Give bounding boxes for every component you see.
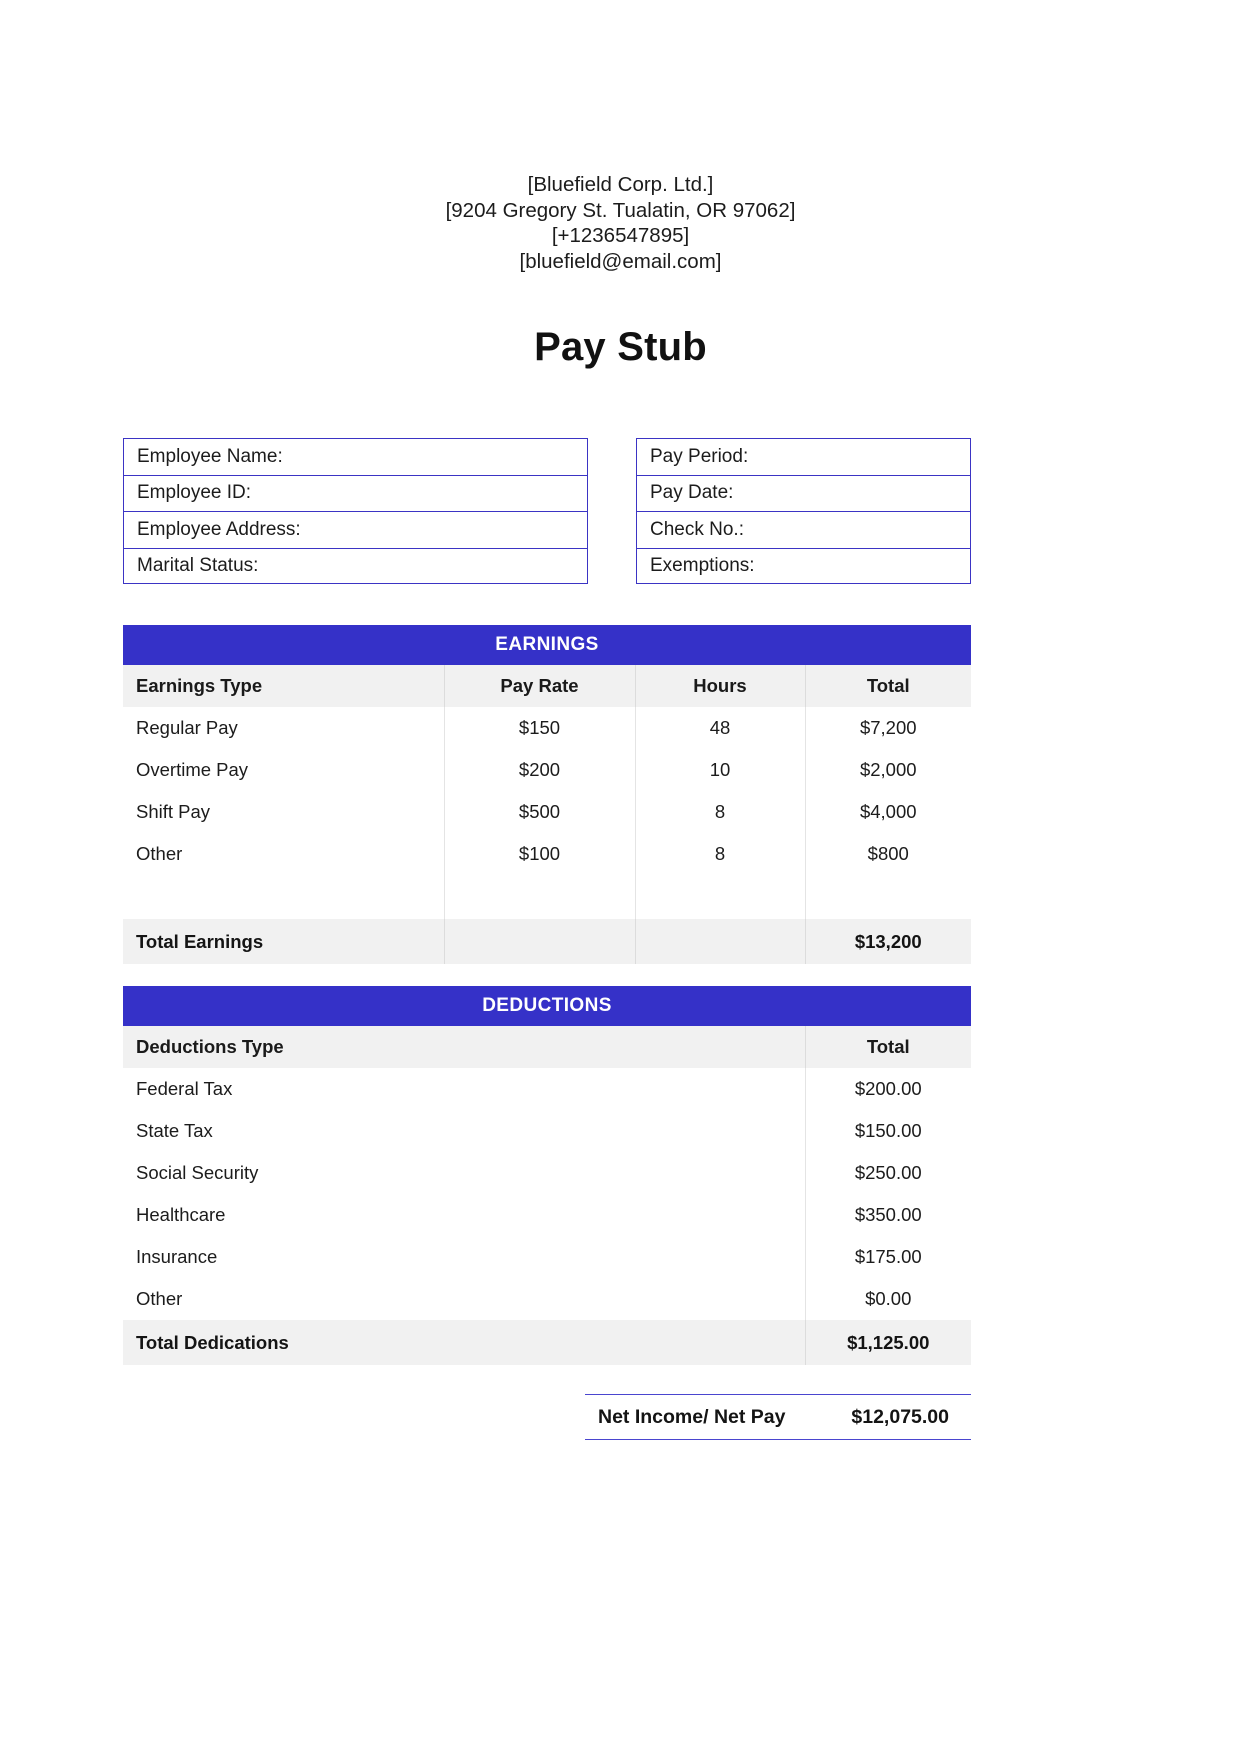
total-earnings-value: $13,200 bbox=[805, 919, 971, 964]
deduction-total-cell: $250.00 bbox=[805, 1152, 971, 1194]
marital-status-label: Marital Status: bbox=[137, 554, 259, 576]
earnings-col-hours: Hours bbox=[635, 665, 805, 707]
table-row bbox=[123, 833, 971, 875]
deduction-total-cell: $150.00 bbox=[805, 1110, 971, 1152]
net-pay-row bbox=[585, 1394, 971, 1440]
earnings-hours-cell: 8 bbox=[635, 791, 805, 833]
earnings-type-cell: Other bbox=[123, 833, 444, 875]
deduction-total-cell: $200.00 bbox=[805, 1068, 971, 1110]
company-name: [Bluefield Corp. Ltd.] bbox=[527, 173, 714, 196]
spacer-cell bbox=[635, 875, 805, 919]
earnings-spacer-row bbox=[123, 875, 971, 919]
total-earnings-blank-hours bbox=[635, 919, 805, 964]
earnings-hours-cell: 8 bbox=[635, 833, 805, 875]
deduction-total-cell: $175.00 bbox=[805, 1236, 971, 1278]
earnings-header-row bbox=[123, 665, 971, 707]
earnings-type-cell: Shift Pay bbox=[123, 791, 444, 833]
table-row bbox=[123, 1194, 971, 1236]
earnings-type-cell: Overtime Pay bbox=[123, 749, 444, 791]
deduction-total-cell: $0.00 bbox=[805, 1278, 971, 1320]
exemptions-label: Exemptions: bbox=[650, 554, 755, 576]
pay-date-row[interactable] bbox=[636, 475, 971, 512]
pay-period-row[interactable] bbox=[636, 438, 971, 475]
deductions-band-row bbox=[123, 986, 971, 1026]
company-email: [bluefield@email.com] bbox=[519, 249, 722, 273]
spacer-cell bbox=[805, 875, 971, 919]
check-no-label: Check No.: bbox=[650, 518, 744, 540]
deduction-type-cell: State Tax bbox=[123, 1110, 805, 1152]
table-row bbox=[123, 1278, 971, 1320]
deduction-type-cell: Healthcare bbox=[123, 1194, 805, 1236]
employee-id-row[interactable] bbox=[123, 475, 588, 512]
pay-info-box bbox=[636, 438, 971, 584]
deduction-type-cell: Other bbox=[123, 1278, 805, 1320]
check-no-row[interactable] bbox=[636, 511, 971, 548]
pay-date-label: Pay Date: bbox=[650, 482, 734, 504]
marital-status-row[interactable] bbox=[123, 548, 588, 585]
earnings-total-cell: $4,000 bbox=[805, 791, 971, 833]
page-title: Pay Stub bbox=[534, 325, 707, 369]
company-header bbox=[0, 172, 1241, 274]
table-row bbox=[123, 1110, 971, 1152]
earnings-col-rate: Pay Rate bbox=[444, 665, 635, 707]
table-row bbox=[123, 1068, 971, 1110]
spacer-cell bbox=[123, 875, 444, 919]
deduction-type-cell: Federal Tax bbox=[123, 1068, 805, 1110]
earnings-col-type: Earnings Type bbox=[123, 665, 444, 707]
employee-name-row[interactable] bbox=[123, 438, 588, 475]
earnings-rate-cell: $500 bbox=[444, 791, 635, 833]
deduction-type-cell: Social Security bbox=[123, 1152, 805, 1194]
deduction-total-cell: $350.00 bbox=[805, 1194, 971, 1236]
table-row bbox=[123, 749, 971, 791]
employee-address-label: Employee Address: bbox=[137, 518, 301, 540]
net-pay-label: Net Income/ Net Pay bbox=[598, 1405, 786, 1428]
earnings-type-cell: Regular Pay bbox=[123, 707, 444, 749]
earnings-col-total: Total bbox=[805, 665, 971, 707]
total-deductions-value: $1,125.00 bbox=[805, 1320, 971, 1365]
total-earnings-row bbox=[123, 919, 971, 964]
deductions-table bbox=[123, 986, 971, 1365]
table-row bbox=[123, 1236, 971, 1278]
total-deductions-label: Total Dedications bbox=[123, 1320, 805, 1365]
earnings-total-cell: $7,200 bbox=[805, 707, 971, 749]
employee-address-row[interactable] bbox=[123, 511, 588, 548]
earnings-rate-cell: $150 bbox=[444, 707, 635, 749]
earnings-total-cell: $800 bbox=[805, 833, 971, 875]
exemptions-row[interactable] bbox=[636, 548, 971, 585]
employee-info-box bbox=[123, 438, 588, 584]
deductions-band-title: DEDUCTIONS bbox=[123, 986, 971, 1026]
total-deductions-row bbox=[123, 1320, 971, 1365]
table-row bbox=[123, 707, 971, 749]
total-earnings-blank-rate bbox=[444, 919, 635, 964]
company-phone: [+1236547895] bbox=[551, 224, 690, 247]
employee-id-label: Employee ID: bbox=[137, 482, 252, 504]
earnings-rate-cell: $200 bbox=[444, 749, 635, 791]
earnings-band-title: EARNINGS bbox=[123, 625, 971, 665]
earnings-hours-cell: 48 bbox=[635, 707, 805, 749]
company-address: [9204 Gregory St. Tualatin, OR 97062] bbox=[445, 198, 796, 222]
employee-name-label: Employee Name: bbox=[137, 445, 283, 467]
earnings-band-row bbox=[123, 625, 971, 665]
earnings-total-cell: $2,000 bbox=[805, 749, 971, 791]
earnings-hours-cell: 10 bbox=[635, 749, 805, 791]
earnings-table bbox=[123, 625, 971, 964]
net-pay-value: $12,075.00 bbox=[851, 1405, 949, 1428]
pay-period-label: Pay Period: bbox=[650, 445, 749, 467]
earnings-rate-cell: $100 bbox=[444, 833, 635, 875]
spacer-cell bbox=[444, 875, 635, 919]
deductions-col-total: Total bbox=[805, 1026, 971, 1068]
deductions-header-row bbox=[123, 1026, 971, 1068]
total-earnings-label: Total Earnings bbox=[123, 919, 444, 964]
table-row bbox=[123, 791, 971, 833]
deductions-col-type: Deductions Type bbox=[123, 1026, 805, 1068]
deduction-type-cell: Insurance bbox=[123, 1236, 805, 1278]
table-row bbox=[123, 1152, 971, 1194]
